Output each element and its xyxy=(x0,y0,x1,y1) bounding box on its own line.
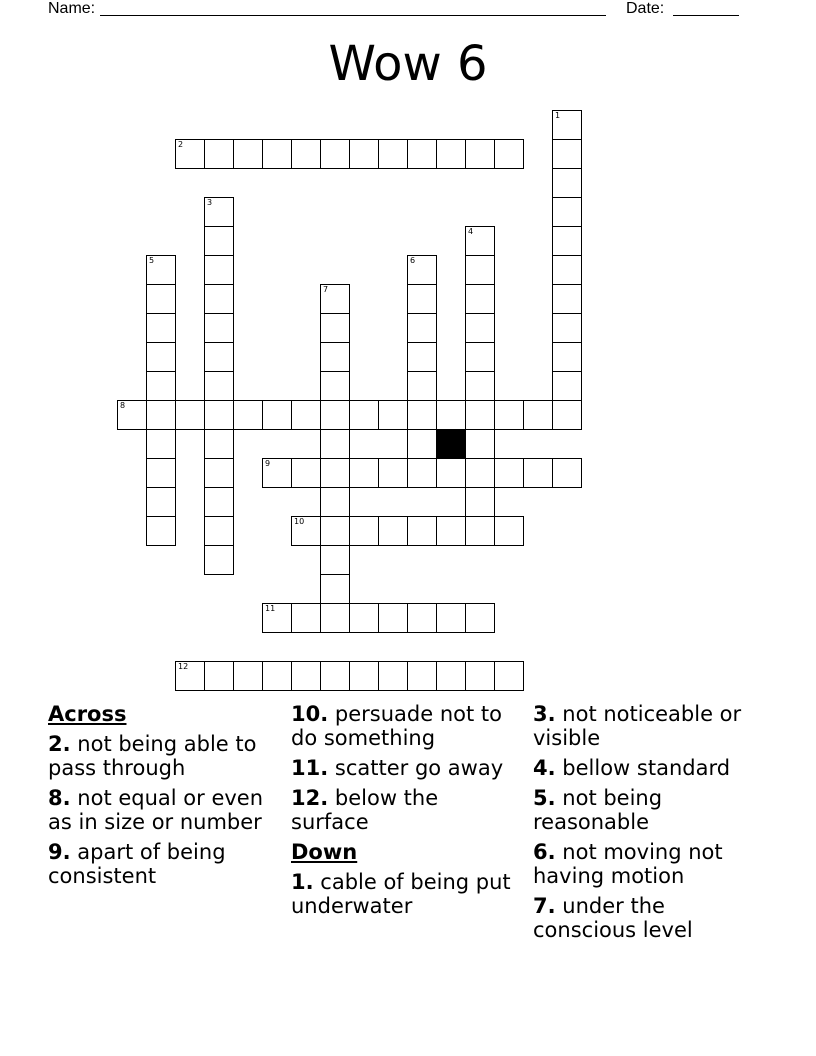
down-heading: Down xyxy=(291,840,358,864)
grid-cell[interactable] xyxy=(552,400,582,430)
clue-number: 5 xyxy=(149,256,155,265)
grid-cell[interactable] xyxy=(204,487,234,517)
grid-cell[interactable] xyxy=(320,545,350,575)
grid-cell[interactable] xyxy=(407,255,437,285)
grid-cell[interactable] xyxy=(552,226,582,256)
clue-number: 9 xyxy=(265,459,271,468)
clue-item-text: apart of being consistent xyxy=(48,840,226,888)
clue-item xyxy=(533,840,761,888)
grid-cell[interactable] xyxy=(320,661,350,691)
clue-item-number: 4. xyxy=(533,756,556,780)
grid-cell[interactable] xyxy=(146,516,176,546)
grid-cell[interactable] xyxy=(204,400,234,430)
clue-item-number: 9. xyxy=(48,840,71,864)
clue-item xyxy=(533,702,761,750)
grid-cell[interactable] xyxy=(262,400,292,430)
clue-number: 3 xyxy=(207,198,213,207)
grid-cell[interactable] xyxy=(378,458,408,488)
clue-number: 10 xyxy=(294,517,305,526)
grid-cell[interactable] xyxy=(465,661,495,691)
grid-cell[interactable] xyxy=(262,458,292,488)
grid-cell[interactable] xyxy=(146,284,176,314)
clue-item-number: 6. xyxy=(533,840,556,864)
grid-cell[interactable] xyxy=(291,139,321,169)
clue-item-text: cable of being put underwater xyxy=(291,870,511,918)
clue-item-text: not being able to pass through xyxy=(48,732,257,780)
clue-item-number: 7. xyxy=(533,894,556,918)
grid-cell[interactable] xyxy=(320,313,350,343)
grid-cell[interactable] xyxy=(320,139,350,169)
grid-cell[interactable] xyxy=(494,458,524,488)
grid-cell[interactable] xyxy=(320,284,350,314)
clue-item xyxy=(533,786,761,834)
grid-cell[interactable] xyxy=(349,603,379,633)
across-heading: Across xyxy=(48,702,127,726)
grid-cell[interactable] xyxy=(407,313,437,343)
grid-cell[interactable] xyxy=(262,603,292,633)
grid-cell[interactable] xyxy=(204,139,234,169)
clue-number: 6 xyxy=(410,256,416,265)
grid-cell[interactable] xyxy=(291,458,321,488)
grid-cell[interactable] xyxy=(320,516,350,546)
grid-cell[interactable] xyxy=(494,139,524,169)
grid-cell[interactable] xyxy=(465,284,495,314)
clue-item-text: not moving not having motion xyxy=(533,840,723,888)
clue-item xyxy=(533,756,761,780)
grid-cell[interactable] xyxy=(407,139,437,169)
grid-cell[interactable] xyxy=(204,545,234,575)
clue-column-1 xyxy=(48,702,276,894)
grid-cell[interactable] xyxy=(465,400,495,430)
grid-cell[interactable] xyxy=(378,400,408,430)
clue-number: 7 xyxy=(323,285,329,294)
grid-cell[interactable] xyxy=(204,429,234,459)
grid-cell[interactable] xyxy=(407,371,437,401)
grid-cell[interactable] xyxy=(378,516,408,546)
grid-cell[interactable] xyxy=(175,661,205,691)
clue-item xyxy=(291,702,519,750)
grid-cell[interactable] xyxy=(204,516,234,546)
grid-cell[interactable] xyxy=(465,226,495,256)
clue-item-number: 5. xyxy=(533,786,556,810)
grid-cell[interactable] xyxy=(465,313,495,343)
grid-cell[interactable] xyxy=(436,458,466,488)
grid-cell[interactable] xyxy=(407,516,437,546)
clue-item-number: 12. xyxy=(291,786,329,810)
grid-cell[interactable] xyxy=(349,458,379,488)
clue-item-number: 10. xyxy=(291,702,329,726)
clue-item-number: 11. xyxy=(291,756,329,780)
grid-cell[interactable] xyxy=(552,168,582,198)
grid-cell[interactable] xyxy=(465,139,495,169)
grid-cell[interactable] xyxy=(320,487,350,517)
grid-cell[interactable] xyxy=(552,342,582,372)
grid-cell[interactable] xyxy=(291,400,321,430)
grid-cell[interactable] xyxy=(523,400,553,430)
grid-cell[interactable] xyxy=(436,139,466,169)
clue-item xyxy=(291,870,519,918)
clue-item-text: persuade not to do something xyxy=(291,702,502,750)
grid-cell[interactable] xyxy=(175,139,205,169)
grid-cell[interactable] xyxy=(320,458,350,488)
clue-item-text: scatter go away xyxy=(334,756,504,780)
grid-cell[interactable] xyxy=(552,284,582,314)
grid-cell[interactable] xyxy=(146,342,176,372)
clue-column-3 xyxy=(533,702,761,948)
grid-cell[interactable] xyxy=(552,371,582,401)
clue-item-number: 8. xyxy=(48,786,71,810)
clue-item-text: bellow standard xyxy=(562,756,731,780)
grid-cell[interactable] xyxy=(233,400,263,430)
grid-cell[interactable] xyxy=(291,516,321,546)
grid-cell[interactable] xyxy=(320,400,350,430)
grid-cell[interactable] xyxy=(349,661,379,691)
clue-item-text: not noticeable or visible xyxy=(533,702,742,750)
grid-cell[interactable] xyxy=(204,661,234,691)
grid-cell[interactable] xyxy=(465,516,495,546)
clue-item-text: below the surface xyxy=(291,786,439,834)
grid-cell[interactable] xyxy=(436,661,466,691)
grid-cell[interactable] xyxy=(378,603,408,633)
grid-cell[interactable] xyxy=(436,603,466,633)
grid-cell[interactable] xyxy=(465,342,495,372)
clue-item-text: not being reasonable xyxy=(533,786,663,834)
clue-item xyxy=(291,756,519,780)
grid-cell[interactable] xyxy=(204,284,234,314)
clue-number: 1 xyxy=(555,111,561,120)
clue-number: 2 xyxy=(178,140,184,149)
grid-cell[interactable] xyxy=(552,197,582,227)
grid-cell[interactable] xyxy=(320,342,350,372)
grid-cell[interactable] xyxy=(117,400,147,430)
grid-cell[interactable] xyxy=(320,603,350,633)
grid-cell[interactable] xyxy=(146,429,176,459)
grid-cell[interactable] xyxy=(146,371,176,401)
grid-cell[interactable] xyxy=(378,661,408,691)
grid-cell[interactable] xyxy=(262,661,292,691)
grid-cell[interactable] xyxy=(407,429,437,459)
clue-list xyxy=(48,702,768,1002)
grid-cell[interactable] xyxy=(146,400,176,430)
black-square xyxy=(436,429,466,459)
grid-cell[interactable] xyxy=(291,661,321,691)
clue-item xyxy=(48,786,276,834)
clue-column-2 xyxy=(291,702,519,924)
grid-cell[interactable] xyxy=(349,139,379,169)
grid-cell[interactable] xyxy=(436,400,466,430)
clue-item-number: 2. xyxy=(48,732,71,756)
grid-cell[interactable] xyxy=(494,661,524,691)
clue-item xyxy=(533,894,761,942)
grid-cell[interactable] xyxy=(146,255,176,285)
grid-cell[interactable] xyxy=(378,139,408,169)
grid-cell[interactable] xyxy=(494,400,524,430)
grid-cell[interactable] xyxy=(552,458,582,488)
grid-cell[interactable] xyxy=(465,255,495,285)
grid-cell[interactable] xyxy=(436,516,466,546)
grid-cell[interactable] xyxy=(204,371,234,401)
grid-cell[interactable] xyxy=(407,342,437,372)
grid-cell[interactable] xyxy=(204,458,234,488)
grid-cell[interactable] xyxy=(204,255,234,285)
date-label: Date: xyxy=(626,0,665,17)
grid-cell[interactable] xyxy=(407,603,437,633)
name-label: Name: xyxy=(48,0,96,17)
clue-item-text: under the conscious level xyxy=(533,894,693,942)
grid-cell[interactable] xyxy=(552,313,582,343)
grid-cell[interactable] xyxy=(320,371,350,401)
grid-cell[interactable] xyxy=(407,661,437,691)
grid-cell[interactable] xyxy=(204,197,234,227)
clue-number: 4 xyxy=(468,227,474,236)
grid-cell[interactable] xyxy=(552,110,582,140)
grid-cell[interactable] xyxy=(262,139,292,169)
grid-cell[interactable] xyxy=(320,574,350,604)
clue-number: 12 xyxy=(178,662,189,671)
grid-cell[interactable] xyxy=(552,139,582,169)
page-title: Wow 6 xyxy=(328,36,488,92)
grid-cell[interactable] xyxy=(465,371,495,401)
grid-cell[interactable] xyxy=(320,429,350,459)
grid-cell[interactable] xyxy=(204,342,234,372)
clue-item xyxy=(291,786,519,834)
grid-cell[interactable] xyxy=(233,139,263,169)
grid-cell[interactable] xyxy=(465,429,495,459)
grid-cell[interactable] xyxy=(146,487,176,517)
clue-item xyxy=(48,840,276,888)
grid-cell[interactable] xyxy=(175,400,205,430)
grid-cell[interactable] xyxy=(465,487,495,517)
grid-cell[interactable] xyxy=(552,255,582,285)
grid-cell[interactable] xyxy=(494,516,524,546)
clue-number: 8 xyxy=(120,401,126,410)
grid-cell[interactable] xyxy=(349,516,379,546)
grid-cell[interactable] xyxy=(291,603,321,633)
clue-item-number: 1. xyxy=(291,870,314,894)
grid-cell[interactable] xyxy=(523,458,553,488)
grid-cell[interactable] xyxy=(349,400,379,430)
grid-cell[interactable] xyxy=(146,313,176,343)
clue-number: 11 xyxy=(265,604,276,613)
clue-item-text: not equal or even as in size or number xyxy=(48,786,264,834)
grid-cell[interactable] xyxy=(204,226,234,256)
grid-cell[interactable] xyxy=(204,313,234,343)
clue-item-number: 3. xyxy=(533,702,556,726)
grid-cell[interactable] xyxy=(407,400,437,430)
grid-cell[interactable] xyxy=(465,458,495,488)
grid-cell[interactable] xyxy=(407,284,437,314)
grid-cell[interactable] xyxy=(465,603,495,633)
clue-item xyxy=(48,732,276,780)
grid-cell[interactable] xyxy=(146,458,176,488)
grid-cell[interactable] xyxy=(407,458,437,488)
grid-cell[interactable] xyxy=(233,661,263,691)
